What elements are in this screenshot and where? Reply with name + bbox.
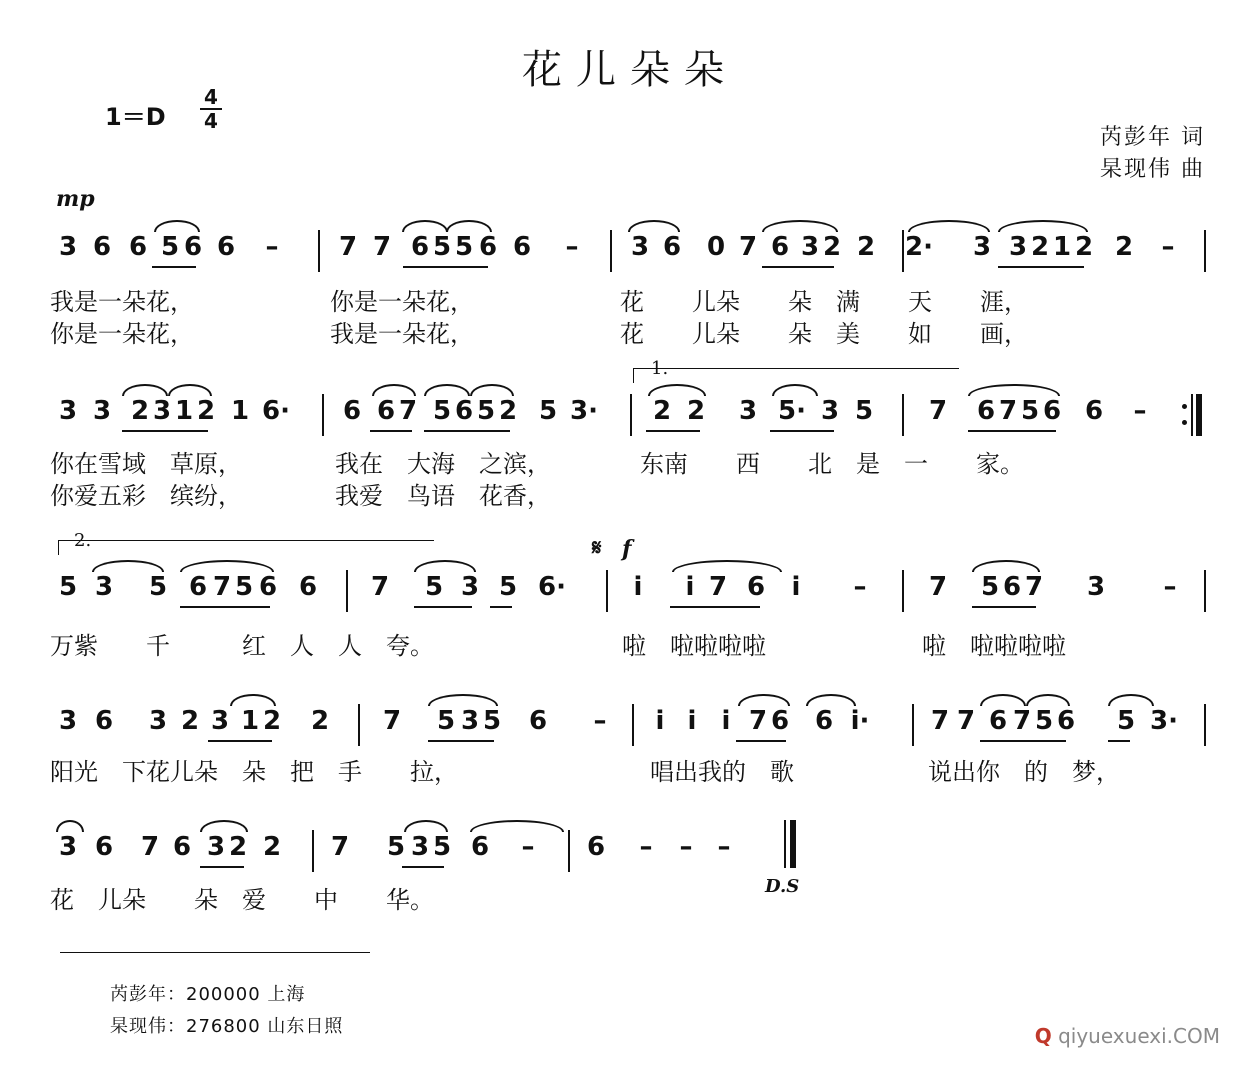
barline [630,394,632,436]
note: 3 [738,396,758,426]
note: 7 [956,706,976,736]
note: 3· [570,396,598,426]
note: 3 [1008,232,1028,262]
watermark [1035,1024,1220,1048]
note-extension-dash: – [1161,232,1175,262]
note: 6· [262,396,290,426]
note-extension-dash: – [565,232,579,262]
note: 6 [183,232,203,262]
barline [632,704,634,746]
note: 7 [212,572,232,602]
barline [902,570,904,612]
note-extension-dash: – [639,832,653,862]
note: 3 [410,832,430,862]
eighth-underline [402,866,444,868]
note: 3 [58,232,78,262]
note: 6 [454,396,474,426]
note: 6 [128,232,148,262]
note-extension-dash: – [1163,572,1177,602]
slur-arc [806,694,856,706]
lyric-line: 啦 啦啦啦啦 [622,632,766,660]
slur-arc [200,820,248,832]
eighth-underline [424,430,510,432]
note: 3 [460,572,480,602]
note: 7 [370,572,390,602]
barline [1204,704,1206,746]
note: 7 [372,232,392,262]
note: 3 [58,706,78,736]
slur-arc [998,220,1088,232]
segno-sign: 𝄋 [592,536,602,561]
note: 7 [708,572,728,602]
note: i· [850,706,870,736]
footnote-lyricist: 芮彭年：200000 上海 [110,984,306,1005]
eighth-underline [762,266,834,268]
dynamic-mezzo-piano: mp [56,186,95,212]
note: 7 [1012,706,1032,736]
note: 5 [432,832,452,862]
note: 6 [528,706,548,736]
slur-arc [908,220,990,232]
note: 2 [310,706,330,736]
note: 5 [148,572,168,602]
note: 5 [538,396,558,426]
note: i [687,706,697,736]
lyric-line: 啦 啦啦啦啦 [922,632,1066,660]
lyric-line: 说出你 的 梦， [928,758,1120,786]
notation-row [0,832,1260,872]
note: 6 [662,232,682,262]
note: 6 [216,232,236,262]
note: 7 [928,396,948,426]
note: 6 [94,832,114,862]
note: 7 [930,706,950,736]
note: 5 [234,572,254,602]
note: 3 [972,232,992,262]
note: 3 [58,832,78,862]
note: 5 [476,396,496,426]
note: 6 [976,396,996,426]
note: 6 [298,572,318,602]
eighth-underline [152,266,196,268]
note: 2 [686,396,706,426]
note: 6 [410,232,430,262]
note: 7 [738,232,758,262]
note: 6 [1042,396,1062,426]
note-extension-dash: – [717,832,731,862]
lyric-line: 东南 西 北 是 一 家。 [640,450,1024,478]
final-double-barline [784,820,800,868]
lyric-line: 唱出我的 歌 [650,758,794,786]
note: 6 [1002,572,1022,602]
lyric-line: 花 儿朵 朵 爱 中 华。 [50,886,434,914]
slur-arc [414,560,476,572]
barline [902,230,904,272]
notation-row [0,232,1260,272]
note: 3 [630,232,650,262]
eighth-underline [972,606,1036,608]
note: 2 [196,396,216,426]
key-signature: 1＝D [105,103,166,131]
note: i [721,706,731,736]
slur-arc [648,384,706,396]
note: i [655,706,665,736]
note: i [633,572,643,602]
note: 7 [398,396,418,426]
slur-arc [92,560,164,572]
note: 6 [512,232,532,262]
note: 7 [998,396,1018,426]
slur-arc [672,560,782,572]
note: 3 [94,572,114,602]
note: 2 [822,232,842,262]
song-title: 花儿朵朵 [522,47,738,93]
note: 2· [905,232,933,262]
note: 2 [1030,232,1050,262]
note: i [791,572,801,602]
note: 2 [498,396,518,426]
note-extension-dash: – [1133,396,1147,426]
barline [902,394,904,436]
note: 5 [482,706,502,736]
volta-first-number: 1. [651,358,669,379]
slur-arc [230,694,276,706]
slur-arc [180,560,274,572]
note: 6 [1084,396,1104,426]
note: 5 [386,832,406,862]
lyricist-credit: 芮彭年 词 [1100,125,1205,150]
note: 2 [652,396,672,426]
dal-segno: D.S [765,876,800,897]
barline [346,570,348,612]
note: 5 [854,396,874,426]
eighth-underline [998,266,1084,268]
eighth-underline [403,266,488,268]
volta-first-ending [633,368,959,383]
slur-arc [1108,694,1154,706]
barline [1204,570,1206,612]
barline [610,230,612,272]
note: 5 [980,572,1000,602]
note: 6 [478,232,498,262]
slur-arc [738,694,790,706]
slur-arc [470,820,564,832]
lyric-line: 万紫 千 红 人 人 夸。 [50,632,434,660]
note-extension-dash: – [265,232,279,262]
note: 6· [538,572,566,602]
slur-arc [772,384,818,396]
note: 2 [1074,232,1094,262]
slur-arc [168,384,212,396]
slur-arc [424,384,470,396]
slur-arc [470,384,514,396]
slur-arc [762,220,838,232]
note: 2 [180,706,200,736]
note: 7 [748,706,768,736]
barline [1204,230,1206,272]
volta-second-ending [58,540,434,555]
barline [606,570,608,612]
note: 1 [1052,232,1072,262]
eighth-underline [1108,740,1130,742]
note: 5 [1034,706,1054,736]
eighth-underline [736,740,786,742]
note: 7 [330,832,350,862]
note: 5 [432,396,452,426]
barline [318,230,320,272]
eighth-underline [980,740,1066,742]
note: 6 [746,572,766,602]
footnote-divider [60,952,370,953]
note: 5 [436,706,456,736]
note: 6 [470,832,490,862]
note: 2 [856,232,876,262]
note: 6 [376,396,396,426]
note: 1 [240,706,260,736]
notation-row [0,706,1260,746]
slur-arc [628,220,680,232]
eighth-underline [490,606,512,608]
slur-arc [1026,694,1070,706]
note: 5 [432,232,452,262]
slur-arc [428,694,498,706]
note: 3 [148,706,168,736]
note: 3 [92,396,112,426]
lyric-line-verse-2: 你是一朵花， [50,320,194,348]
note: 2 [262,706,282,736]
note: 3 [210,706,230,736]
note: 5 [58,572,78,602]
composer-credit: 杲现伟 曲 [1100,157,1205,182]
note-extension-dash: – [521,832,535,862]
slur-arc [122,384,168,396]
note: 3 [1086,572,1106,602]
slur-arc [372,384,416,396]
note: 6 [988,706,1008,736]
note: 6 [770,706,790,736]
note-extension-dash: – [593,706,607,736]
eighth-underline [414,606,472,608]
eighth-underline [122,430,208,432]
note: 7 [928,572,948,602]
note: 3 [820,396,840,426]
note: 6 [814,706,834,736]
lyric-line: 花 儿朵 朵 满 天 涯， [620,288,1028,316]
note: 6 [188,572,208,602]
volta-second-number: 2. [74,530,92,551]
note-extension-dash: – [853,572,867,602]
footnote-composer: 杲现伟：276800 山东日照 [110,1016,344,1037]
lyric-line: 我是一朵花， [50,288,194,316]
eighth-underline [646,430,700,432]
lyric-line-verse-2: 我爱 鸟语 花香， [335,482,551,510]
note: 2 [262,832,282,862]
note: i [685,572,695,602]
slur-arc [972,560,1040,572]
lyric-line: 你在雪域 草原， [50,450,242,478]
slur-arc [404,820,448,832]
note: 1 [174,396,194,426]
note: 5 [424,572,444,602]
note: 6 [172,832,192,862]
note: 6 [92,232,112,262]
note: 5· [778,396,806,426]
note-extension-dash: – [679,832,693,862]
barline [358,704,360,746]
eighth-underline [200,866,244,868]
note: 5 [1020,396,1040,426]
lyric-line-verse-2: 你爱五彩 缤纷， [50,482,242,510]
slur-arc [402,220,448,232]
slur-arc [446,220,492,232]
note: 3 [460,706,480,736]
eighth-underline [208,740,272,742]
lyric-line: 你是一朵花， [330,288,474,316]
eighth-underline [670,606,760,608]
barline [312,830,314,872]
slur-arc [968,384,1060,396]
note: 6 [258,572,278,602]
note: 2 [228,832,248,862]
note: 5 [454,232,474,262]
watermark-text: qiyuexuexi.COM [1058,1024,1220,1048]
note: 6 [1056,706,1076,736]
note: 5 [160,232,180,262]
slur-arc [56,820,84,832]
time-signature [200,87,222,131]
slur-arc [980,694,1026,706]
note: 7 [338,232,358,262]
note: 3· [1150,706,1178,736]
lyric-line-verse-2: 花 儿朵 朵 美 如 画， [620,320,1028,348]
lyric-line-verse-2: 我是一朵花， [330,320,474,348]
time-denominator: 4 [204,109,218,133]
dynamic-forte: f [622,536,632,562]
note: 6 [342,396,362,426]
barline [322,394,324,436]
lyric-line: 阳光 下花儿朵 朵 把 手 拉， [50,758,458,786]
note: 3 [152,396,172,426]
note: 2 [130,396,150,426]
note: 3 [206,832,226,862]
slur-arc [154,220,200,232]
note: 7 [1024,572,1044,602]
barline [912,704,914,746]
note: 5 [1116,706,1136,736]
barline [568,830,570,872]
eighth-underline [968,430,1056,432]
note: 3 [800,232,820,262]
notation-row [0,572,1260,612]
eighth-underline [770,430,834,432]
time-numerator: 4 [204,85,218,109]
note: 6 [770,232,790,262]
note: 7 [382,706,402,736]
note: 3 [58,396,78,426]
note: 6 [94,706,114,736]
note: 2 [1114,232,1134,262]
note: 6 [586,832,606,862]
notation-row [0,396,1260,436]
note: 0 [706,232,726,262]
eighth-underline [428,740,494,742]
eighth-underline [370,430,412,432]
note: 5 [498,572,518,602]
lyric-line: 我在 大海 之滨， [335,450,551,478]
eighth-underline [180,606,270,608]
note: 7 [140,832,160,862]
watermark-logo-icon: Q [1034,1024,1052,1048]
repeat-end-barline [1182,394,1206,438]
note: 1 [230,396,250,426]
